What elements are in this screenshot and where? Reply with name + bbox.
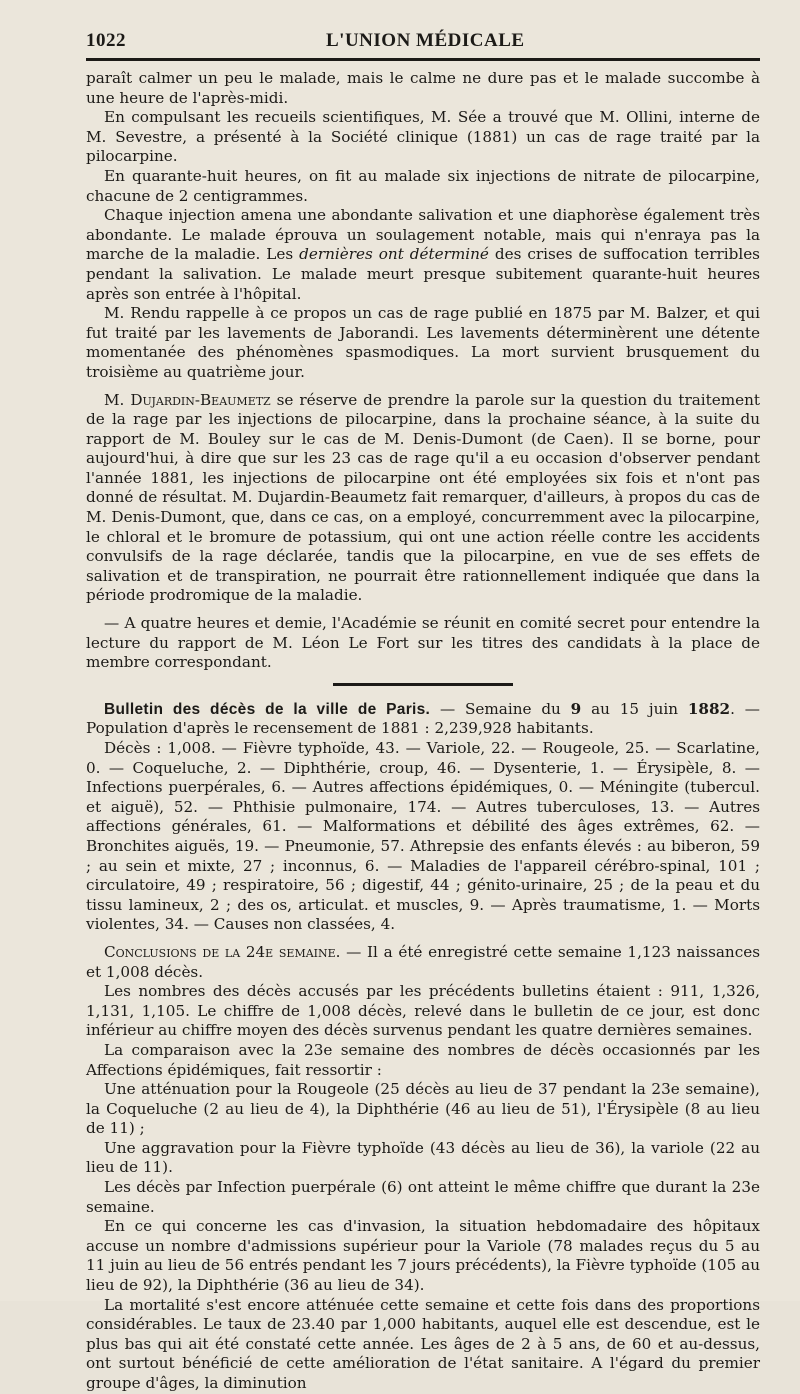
paragraph: paraît calmer un peu le malade, mais le calme ne dure pas et le malade succombe à une heure de l'après-midi. bbox=[86, 69, 760, 107]
text-run: — Semaine du bbox=[430, 699, 571, 718]
bulletin-title: Bulletin des décès de la ville de Paris. bbox=[104, 700, 431, 718]
running-header bbox=[86, 26, 760, 56]
speaker-name: Dujardin-Beaumetz bbox=[130, 390, 271, 409]
text-run: . — Population d'après le recensement de 1881 : 2,239,928 habitants. bbox=[86, 699, 760, 738]
paragraph: La comparaison avec la 23e semaine des nombres de décès occasionnés par les Affections épidémiques, fait ressortir : bbox=[86, 1040, 760, 1079]
paragraph: Une atténuation pour la Rougeole (25 décès au lieu de 37 pendant la 23e semaine), la Coqueluche (2 au lieu de 4), la Diphthérie (46 au lieu de 51), l'Érysipèle (8 au lieu de 11) ; bbox=[86, 1080, 760, 1138]
paragraph: La mortalité s'est encore atténuée cette semaine et cette fois dans des proportions considérables. Le taux de 23.40 par 1,000 habitants, auquel elle est descendue, est le plus bas qui ait été constaté cette année. Les âges de 2 à 5 ans, de 60 et au-dessus, ont surtout bénéficié de cette amélioration de l'état sanitaire. A l'égard du premier groupe d'âges, la diminution bbox=[86, 1295, 760, 1392]
week-start: 9 bbox=[570, 699, 582, 718]
paragraph: En compulsant les recueils scientifiques, M. Sée a trouvé que M. Ollini, interne de M. Sevestre, a présenté à la Société clinique (1881) un cas de rage traité par la pilocarpine. bbox=[86, 108, 760, 166]
text-run: Chaque injection amena une abondante salivation et une diaphorèse également très abondante. Le malade éprouva un soulagement notable, mais qui n'enraya pas la marche de la maladie. Les bbox=[86, 206, 760, 264]
text-run: au 15 juin bbox=[581, 699, 688, 718]
header-rule bbox=[86, 58, 760, 61]
journal-title: L'UNION MÉDICALE bbox=[326, 30, 525, 51]
paragraph bbox=[86, 391, 760, 607]
page-number: 1022 bbox=[86, 30, 126, 51]
bulletin-year: 1882 bbox=[687, 699, 731, 718]
paragraph: M. Rendu rappelle à ce propos un cas de rage publié en 1875 par M. Balzer, et qui fut traité par les lavements de Jaborandi. Les lavements déterminèrent une détente momentanée des phénomènes spasmodiques. La mort survient brusquement du troisième au quatrième jour. bbox=[86, 304, 760, 381]
paragraph: Une aggravation pour la Fièvre typhoïde (43 décès au lieu de 36), la variole (22 au lieu de 11). bbox=[86, 1138, 760, 1177]
conclusions-label: Conclusions de la 24e semaine. bbox=[104, 942, 341, 961]
deaths-list: Décès : 1,008. — Fièvre typhoïde, 43. — Variole, 22. — Rougeole, 25. — Scarlatine, 0. — Coqueluche, 2. — Diphthérie, croup, 46. — Dysenterie, 1. — Érysipèle, 8. — Infections puerpérales, 6. — Autres affections épidémiques, 0. — Méningite (tubercul. et aiguë), 52. — Phthisie pulmonaire, 174. — Autres tuberculoses, 13. — Autres affections générales, 61. — Malformations et débilité des âges extrêmes, 62. — Bronchites aiguës, 19. — Pneumonie, 57. Athrepsie des enfants élevés : au biberon, 59 ; au sein et mixte, 27 ; inconnus, 6. — Maladies de l'appareil cérébro-spinal, 101 ; circulatoire, 49 ; respiratoire, 56 ; digestif, 44 ; génito-urinaire, 25 ; de la peau et du tissu lamineux, 2 ; des os, articulat. et muscles, 9. — Après traumatisme, 1. — Morts violentes, 34. — Causes non classées, 4. bbox=[86, 739, 760, 934]
bulletin-heading bbox=[86, 700, 760, 739]
paragraph bbox=[86, 943, 760, 982]
paragraph: En quarante-huit heures, on fit au malade six injections de nitrate de pilocarpine, chacune de 2 centigrammes. bbox=[86, 166, 760, 205]
paragraph: En ce qui concerne les cas d'invasion, la situation hebdomadaire des hôpitaux accuse un nombre d'admissions supérieur pour la Variole (78 malades reçus du 5 au 11 juin au lieu de 56 entrés pendant les 7 jours précédents), la Fièvre typhoïde (105 au lieu de 92), la Diphthérie (36 au lieu de 34). bbox=[86, 1217, 760, 1295]
paragraph: — A quatre heures et demie, l'Académie se réunit en comité secret pour entendre la lecture du rapport de M. Léon Le Fort sur les titres des candidats à la place de membre correspondant. bbox=[86, 614, 760, 672]
paragraph: Les nombres des décès accusés par les précédents bulletins étaient : 911, 1,326, 1,131, 1,105. Le chiffre de 1,008 décès, relevé dans le bulletin de ce jour, est donc inférieur au chiffre moyen des décès survenus pendant les quatre dernières semaines. bbox=[86, 982, 760, 1040]
text-run: des crises de suffocation terribles pendant la salivation. Le malade meurt presque subitement quarante-huit heures après son entrée à l'hôpital. bbox=[86, 245, 760, 303]
paragraph: Les décès par Infection puerpérale (6) ont atteint le même chiffre que durant la 23e semaine. bbox=[86, 1178, 760, 1216]
text-run: M. bbox=[104, 390, 131, 409]
italic-text: dernières ont déterminé bbox=[299, 245, 489, 264]
text-run: se réserve de prendre la parole sur la question du traitement de la rage par les injections de pilocarpine, dans la prochaine séance, à la suite du rapport de M. Bouley sur le cas de M. Denis-Dumont (de Caen). Il se borne, pour aujourd'hui, à dire que sur les 23 cas de rage qu'il a eu occasion d'observer pendant l'année 1881, les injections de pilocarpine ont été employées six fois et n'ont pas donné de résultat. M. Dujardin-Beaumetz fait remarquer, d'ailleurs, à propos du cas de M. Denis-Dumont, que, dans ce cas, on a employé, concurremment avec la pilocarpine, le chloral et le bromure de potassium, qui ont une action réelle contre les accidents convulsifs de la rage déclarée, tandis que la pilocarpine, en vue de ses effets de salivation et de transpiration, ne pourrait être rationnellement indiquée que dans la période prodromique de la maladie. bbox=[86, 390, 760, 605]
paragraph bbox=[86, 206, 760, 304]
section-rule bbox=[333, 683, 513, 686]
text-run: — Il a été enregistré cette semaine 1,123 naissances et 1,008 décès. bbox=[86, 942, 760, 981]
